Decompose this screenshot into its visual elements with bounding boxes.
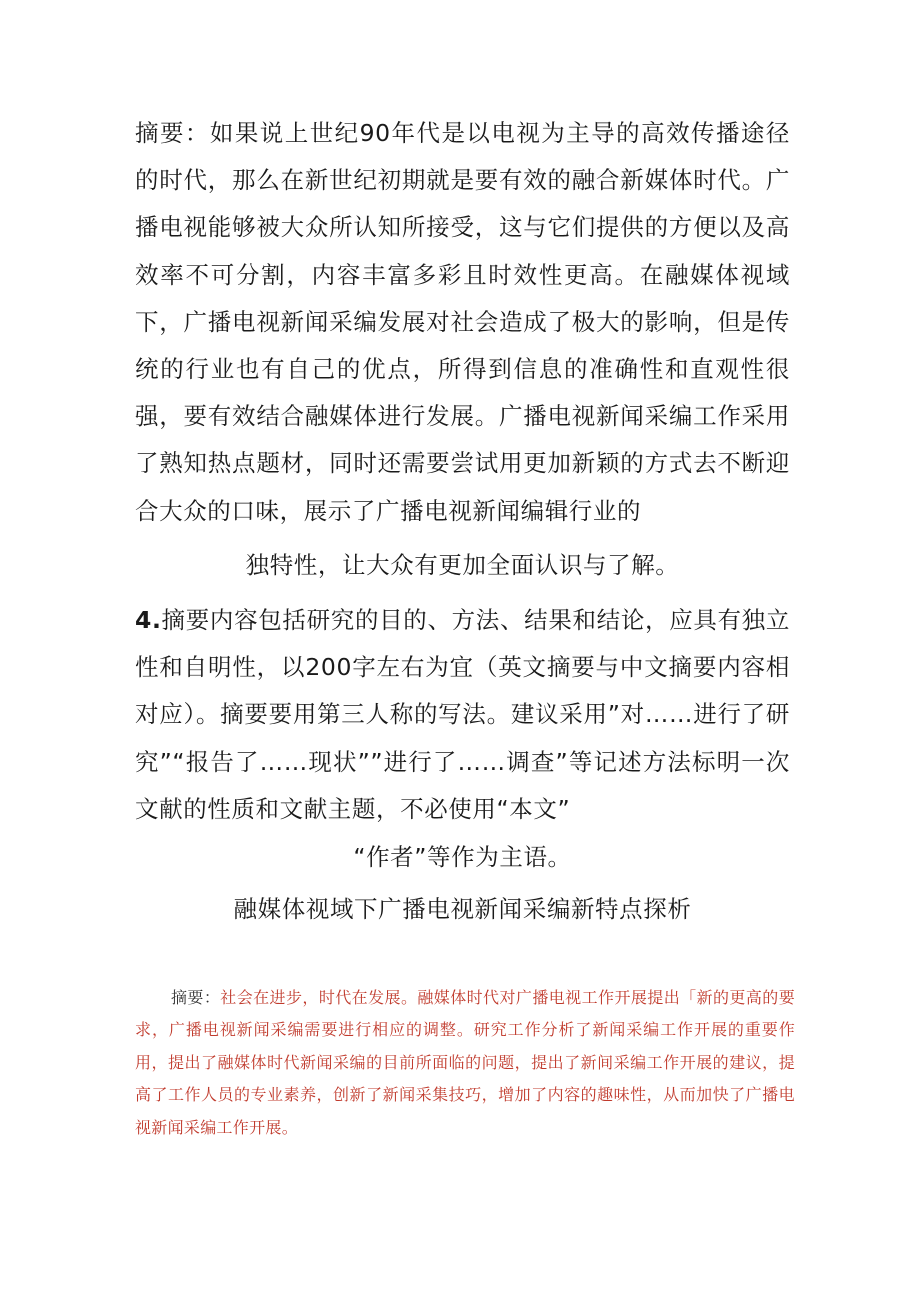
note-number: 4.: [135, 606, 162, 634]
article-abstract-text: 社会在进步，时代在发展。融媒体时代对广播电视工作开展提出「新的更高的要求，广播电视新闻采编需要进行相应的调整。研究工作分析了新闻采编工作开展的重要作用，提出了融媒体时代新闻采编的目前所面临的问题，提出了新间采编工作开展的建议，提高了工作人员的专业素养，创新了新闻采集技巧，增加了内容的趣味性，从而加快了广播电视新闻采编工作开展。: [135, 988, 795, 1137]
guideline-note: [135, 597, 790, 833]
guideline-note-continuation: “作者”等作为主语。: [353, 843, 572, 871]
abstract-paragraph-continuation: 独特性，让大众有更加全面认识与了解。: [245, 551, 680, 579]
note-text: 摘要内容包括研究的目的、方法、结果和结论，应具有独立性和自明性，以200字左右为宜（英文摘要与中文摘要内容相对应）。摘要要用第三人称的写法。建议采用”对……进行了研究”“报告了……现状””进行了……调查”等记述方法标明一次文献的性质和文献主题，不必使用“本文”: [135, 606, 790, 823]
abstract-paragraph: 摘要：如果说上世纪90年代是以电视为主导的高效传播途径的时代，那么在新世纪初期就是要有效的融合新媒体时代。广播电视能够被大众所认知所接受，这与它们提供的方便以及高效率不可分割，内容丰富多彩且时效性更高。在融媒体视域下，广播电视新闻采编发展对社会造成了极大的影响，但是传统的行业也有自己的优点，所得到信息的准确性和直观性很强，要有效结合融媒体进行发展。广播电视新闻采编工作采用了熟知热点题材，同时还需要尝试用更加新颖的方式去不断迎合大众的口味，展示了广播电视新闻编辑行业的: [135, 119, 790, 525]
article-abstract: [135, 982, 795, 1144]
article-title: 融媒体视域下广播电视新闻采编新特点探析: [233, 895, 692, 923]
article-abstract-label: 摘要：: [171, 988, 221, 1007]
